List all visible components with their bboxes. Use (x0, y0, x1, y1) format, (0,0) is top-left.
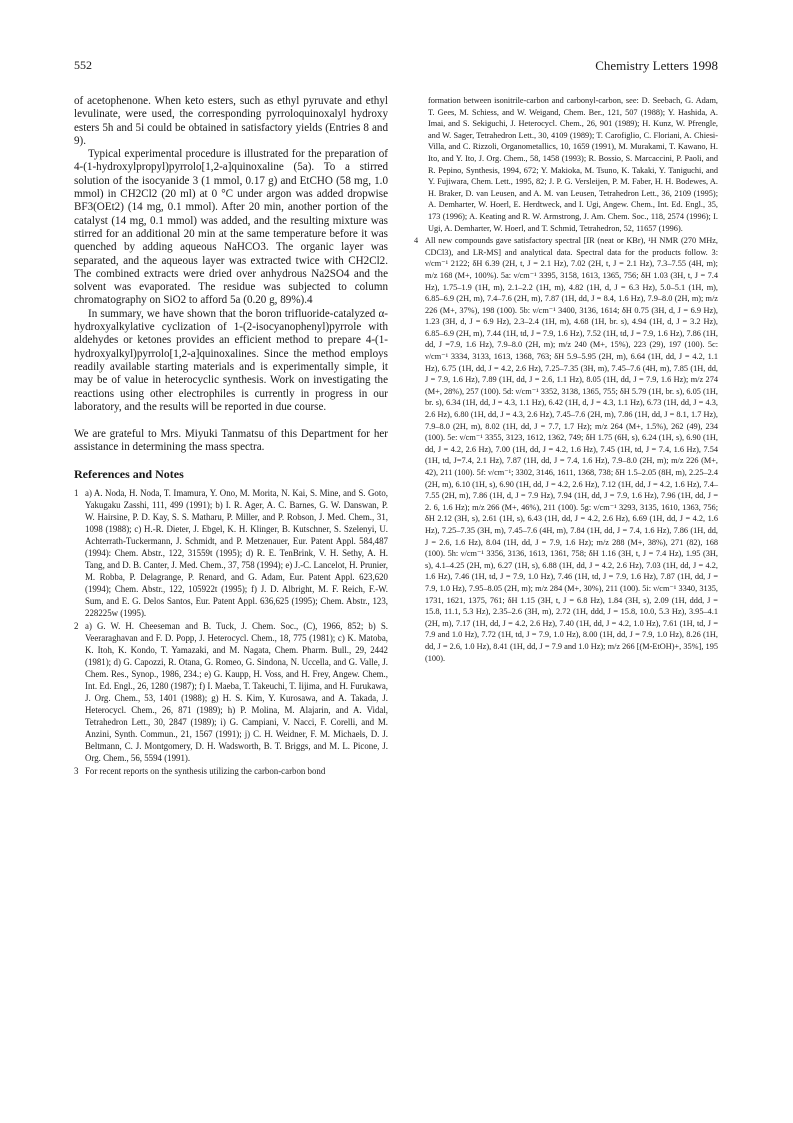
reference-text: All new compounds gave satisfactory spectral [IR (neat or KBr), ¹H NMR (270 MHz, CDCl3), and LR-MS] and analytical data. Spectral data for the products follow. 3: ν/cm⁻¹ 2122; δH 6.39 (2H, t, J = 2.1 Hz), 7.02 (2H, t, J = 2.1 Hz), 7.3–7.55 (4H, m); m/z 168 (M+, 100%). 5a: ν/cm⁻¹ 3395, 3158, 1613, 1365, 756; δH 1.03 (3H, t, J = 7.4 Hz), 1.75–1.9 (1H, m), 2.1–2.2 (1H, m), 4.82 (1H, d, J = 6.3 Hz), 5.0–5.1 (1H, m), 6.85–6.9 (2H, m), 7.4–7.6 (2H, m), 7.87 (1H, dd, J = 8.4, 1.6 Hz), 7.9–8.0 (2H, m); m/z 226 (M+, 37%), 198 (100). 5b: ν/cm⁻¹ 3400, 3136, 1614; δH 0.75 (3H, d, J = 6.9 Hz), 1.23 (3H, d, J = 6.9 Hz), 2.3–2.4 (1H, m), 4.68 (1H, br. s), 4.94 (1H, d, J = 3.2 Hz), 6.85–6.9 (2H, m), 7.44 (1H, td, J = 7.9, 1.6 Hz), 7.52 (1H, td, J = 7.9, 1.6 Hz), 7.86 (1H, dd, J =7.9, 1.6 Hz), 7.9–8.0 (2H, m); m/z 240 (M+, 15%), 223 (29), 197 (100). 5c: ν/cm⁻¹ 3334, 3133, 1613, 1368, 763; δH 5.9–5.95 (2H, m), 6.64 (1H, dd, J = 4.2, 1.1 Hz), 6.75 (1H, dd, J = 4.2, 2.6 Hz), 7.25–7.35 (3H, m), 7.45–7.6 (4H, m), 7.85 (1H, dd, J = 7.9, 1.6 Hz), 7.89 (1H, dd, J = 2.6, 1.1 Hz), 8.05 (1H, dd, J = 7.9, 1.6 Hz); m/z 274 (M+, 28%), 257 (100). 5d: ν/cm⁻¹ 3352, 3138, 1365, 755; δH 5.79 (1H, br. s), 6.05 (1H, br. s), 6.34 (1H, dd, J = 4.3, 1.1 Hz), 6.42 (1H, d, J = 4.3, 1.1 Hz), 6.73 (1H, dd, J = 4.3, 2.6 Hz), 6.80 (1H, dd, J = 4.3, 2.6 Hz), 7.45–7.6 (2H, m), 7.86 (1H, dd, J = 8.1, 1.7 Hz), 7.9–8.0 (2H, m), 8.02 (1H, dd, J = 7.7, 1.7 Hz); m/z 264 (M+, 1.5%), 262 (49), 234 (100). 5e: ν/cm⁻¹ 3355, 3123, 1612, 1362, 749; δH 1.75 (6H, s), 6.24 (1H, s), 6.90 (1H, dd, J = 4.2, 2.6 Hz), 7.00 (1H, dd, J = 4.2, 1.6 Hz), 7.45 (1H, td, J = 7.4, 1.6 Hz), 7.54 (1H, td, J=7.4, 2.1 Hz), 7.87 (1H, dd, J = 7.4, 1.6 Hz), 7.9–8.0 (2H, m); m/z 226 (M+, 42), 211 (100). 5f: ν/cm⁻¹; 3302, 3146, 1611, 1368, 738; δH 1.5–2.05 (8H, m), 2.25–2.4 (2H, m), 6.10 (1H, s), 6.90 (1H, dd, J = 4.2, 2.6 Hz), 7.12 (1H, dd, J = 4.2, 1.6 Hz), 7.4–7.55 (2H, m), 7.86 (1H, d, J = 7.9 Hz), 7.94 (1H, dd, J = 7.9, 1.6 Hz), 7.96 (1H, dd, J = 2. 6, 1.6 Hz); m/z 266 (M+, 46%), 211 (100). 5g: ν/cm⁻¹ 3293, 3135, 1610, 1363, 756; δH 2.12 (3H, s), 2.61 (1H, s), 6.43 (1H, dd, J = 4.2, 2.6 Hz), 6.69 (1H, dd, J = 4.2, 1.6 Hz), 7.25–7.35 (3H, m), 7.45–7.6 (4H, m), 7.84 (1H, dd, J = 7.4, 1.6 Hz), 7.86 (1H, dd, J = 2.6, 1.6 Hz), 8.04 (1H, dd, J = 7.9, 1.6 Hz); m/z 288 (M+, 38%), 271 (82), 168 (100). 5h: ν/cm⁻¹ 3356, 3136, 1613, 1361, 758; δH 1.16 (3H, t, J = 7.4 Hz), 1.95 (3H, s), 4.1–4.25 (2H, m), 6.27 (1H, s), 6.88 (1H, dd, J = 4.2, 2.6 Hz), 7.03 (1H, dd, J = 4.2, 1.6 Hz), 7.46 (1H, td, J = 7.9, 1.0 Hz), 7.46 (1H, td, J = 7.9, 1.6 Hz), 7.87 (1H, dd, J = 7.9, 1.0 Hz), 7.95–8.05 (2H, m); m/z 284 (M+, 30%), 211 (100). 5i: ν/cm⁻¹ 3340, 3135, 1731, 1621, 1375, 761; δH 1.15 (3H, t, J = 6.8 Hz), 1.84 (3H, s), 2.09 (1H, ddd, J = 15.8, 11.1, 5.3 Hz), 2.35–2.6 (3H, m), 2.72 (1H, ddd, J = 15.8, 10.0, 5.3 Hz), 3.95–4.1 (2H, m), 7.17 (1H, dd, J = 4.2, 2.6 Hz), 7.40 (1H, dd, J = 4.2, 1.0 Hz), 7.61 (1H, td, J = 7.9 and 1.0 Hz), 7.72 (1H, td, J = 7.9, 1.0 Hz), 8.00 (1H, dd, J = 7.9, 1.0 Hz), 8.26 (1H, dd, J = 2.6, 1.0 Hz), 8.41 (1H, dd, J = 7.9 and 1.0 Hz); m/z 266 [(M-EtOH)+, 35%], 195 (100). (425, 236, 718, 663)
body-paragraph: Typical experimental procedure is illustrated for the preparation of 4-(1-hydroxylpropyl)pyrrolo[1,2-a]quinoxaline (5a). To a stirred solution of the isocyanide 3 (1 mmol, 0.17 g) and EtCHO (58 mg, 1.0 mmol) in CH2Cl2 (20 ml) at 0 °C under argon was added dropwise BF3(OEt2) (14 mg, 0.1 mmol). After 20 min, another portion of the catalyst (14 mg, 0.1 mmol) was added, and the resulting mixture was stirred for an additional 20 min at the same temperature before it was quenched by adding aqueous NaHCO3. The organic layer was separated, and the aqueous layer was extracted twice with CH2Cl2. The combined extracts were dried over anhydrous Na2SO4 and the solvent was evaporated. The residue was subjected to column chromatography on SiO2 to afford 5a (0.20 g, 89%).4 (74, 148, 388, 307)
reference-text: a) A. Noda, H. Noda, T. Imamura, Y. Ono, M. Morita, N. Kai, S. Mine, and S. Goto, Yakugaku Zasshi, 111, 499 (1991); b) I. R. Ager, A. C. Barnes, G. W. Danswan, P. W. Hairsine, P. D. Kay, S. S. Matharu, P. Miller, and P. Robson, J. Med. Chem., 31, 1098 (1988); c) H.-R. Dieter, J. Ebgel, K. H. Klinger, B. Kutschner, S. Szelenyi, U. Achterrath-Tuckermann, J. Schmidt, and P. Metzenauer, Eur. Patent Appl. 584,487 (1994): Chem. Abstr., 122, 31559t (1995); d) R. E. TenBrink, V. H. Sethy, A. H. Tang, and D. B. Canter, J. Med. Chem., 37, 758 (1994); e) J.-C. Lancelot, H. Prunier, M. Robba, P. Delagrange, P. Renard, and G. Adam, Eur. Patent Appl. 623,620 (1994); Chem. Abstr., 122, 105922t (1995); f) J. D. Albright, M. F. Reich, F.-W. Sum, and E. G. Delos Santos, Eur. Patent Appl. 636,625 (1995); Chem. Abstr., 123, 228225w (1995). (85, 487, 388, 618)
references-heading: References and Notes (74, 466, 184, 481)
reference-number: 4 (414, 236, 419, 246)
paragraph-gap (74, 414, 388, 428)
body-paragraph: In summary, we have shown that the boron trifluoride-catalyzed α-hydroxyalkylative cyclization of 1-(2-isocyanophenyl)pyrrole with aldehydes or ketones provides an efficient method to prepare 4-(1-hydroxyalkyl)pyrrolo[1,2-a]quinoxalines. Since the method employs readily available starting materials and is experimentally simple, it may be of value in heterocyclic synthesis. Work on investigating the reactions using other electrophiles is currently in progress in our laboratory, and the results will be reported in due course. (74, 307, 388, 413)
reference-text: For recent reports on the synthesis utilizing the carbon-carbon bond (85, 765, 326, 776)
left-column (74, 95, 388, 778)
reference-item (74, 620, 388, 764)
right-column (414, 95, 718, 665)
reference-number: 1 (74, 487, 79, 498)
reference-item (74, 487, 388, 619)
journal-title: Chemistry Letters 1998 (595, 58, 718, 73)
reference-number: 3 (74, 765, 79, 776)
body-paragraph: of acetophenone. When keto esters, such as ethyl pyruvate and ethyl levulinate, were used, the corresponding pyrroloquinoxalyl hydroxy esters 5h and 5i could be obtained in satisfactory yields (Entries 8 and 9). (74, 95, 388, 147)
reference-item (74, 765, 388, 777)
reference-number: 2 (74, 620, 79, 631)
page-number: 552 (74, 58, 92, 72)
reference-text: a) G. W. H. Cheeseman and B. Tuck, J. Chem. Soc., (C), 1966, 852; b) S. Veeraraghavan and F. D. Popp, J. Heterocycl. Chem., 18, 775 (1981); c) K. Matoba, K. Itoh, K. Kondo, T. Yamazaki, and M. Nagata, Chem. Pharm. Bull., 29, 2442 (1981); d) G. Capozzi, R. Otana, G. Romeo, G. Sindona, N. Uccella, and G. Valle, J. Chem. Res., Synop., 1986, 234.; e) G. Kaupp, H. Voss, and H. Frey, Angew. Chem., Int. Ed. Engl., 26, 1280 (1987); f) I. Maeba, T. Takeuchi, T. Iijima, and H. Furukawa, J. Org. Chem., 53, 1401 (1988); g) H. S. Kim, Y. Kurosawa, and A. Takada, J. Heterocycl. Chem., 26, 871 (1989); h) P. Molina, M. Alajarin, and A. Vidal, Tetrahedron Lett., 30, 2847 (1989); i) G. Campiani, V. Nacci, F. Corelli, and M. Anzini, Synth. Commun., 21, 1567 (1991); j) C. H. Weidner, F. M. Michaels, D. J. Beltmann, C. J. Montgomery, D. H. Wadsworth, B. T. Briggs, and M. L. Picone, J. Org. Chem., 56, 5594 (1991). (85, 620, 388, 763)
reference-continuation (414, 95, 718, 234)
reference-item (414, 235, 718, 664)
acknowledgement: We are grateful to Mrs. Miyuki Tanmatsu of this Department for her assistance in determining the mass spectra. (74, 428, 388, 454)
page-header (74, 58, 718, 80)
reference-text: formation between isonitrile-carbon and carbonyl-carbon, see: D. Seebach, G. Adam, T. Gees, M. Schiess, and W. Weigand, Chem. Ber., 121, 507 (1988); Y. Hashida, A. Imai, and S. Sekiguchi, J. Heterocycl. Chem., 26, 901 (1989); H. Kunz, W. Pfrengle, and W. Sager, Tetrahedron Lett., 30, 4109 (1989); T. Carofiglio, C. Floriani, A. Chiesi-Villa, and C. Rizzoli, Organometallics, 10, 1659 (1991), M. Murakami, T. Kawano, H. Ito, and Y. Ito, J. Org. Chem., 58, 1458 (1993); R. Bossio, S. Marcaccini, P. Paoli, and R. Pepino, Synthesis, 1994, 672; Y. Makioka, M. Tsuno, K. Takaki, Y. Taniguchi, and Y. Fujiwara, Chem. Lett., 1995, 82; J. P. G. Versleijen, P. M. Faber, H. H. Bodewes, A. H. Braker, D. van Leusen, and A. M. van Leusen, Tetrahedron Lett., 36, 2109 (1995); A. Demharter, W. Hoerl, E. Herdtweck, and I. Ugi, Angew. Chem., Int. Ed. Engl., 35, 173 (1996); A. Keating and R. W. Armstrong, J. Am. Chem. Soc., 118, 2574 (1996); I. Ugi, A. Demharter, W. Hoerl, and T. Schmid, Tetrahedron, 52, 11657 (1996). (428, 96, 718, 233)
